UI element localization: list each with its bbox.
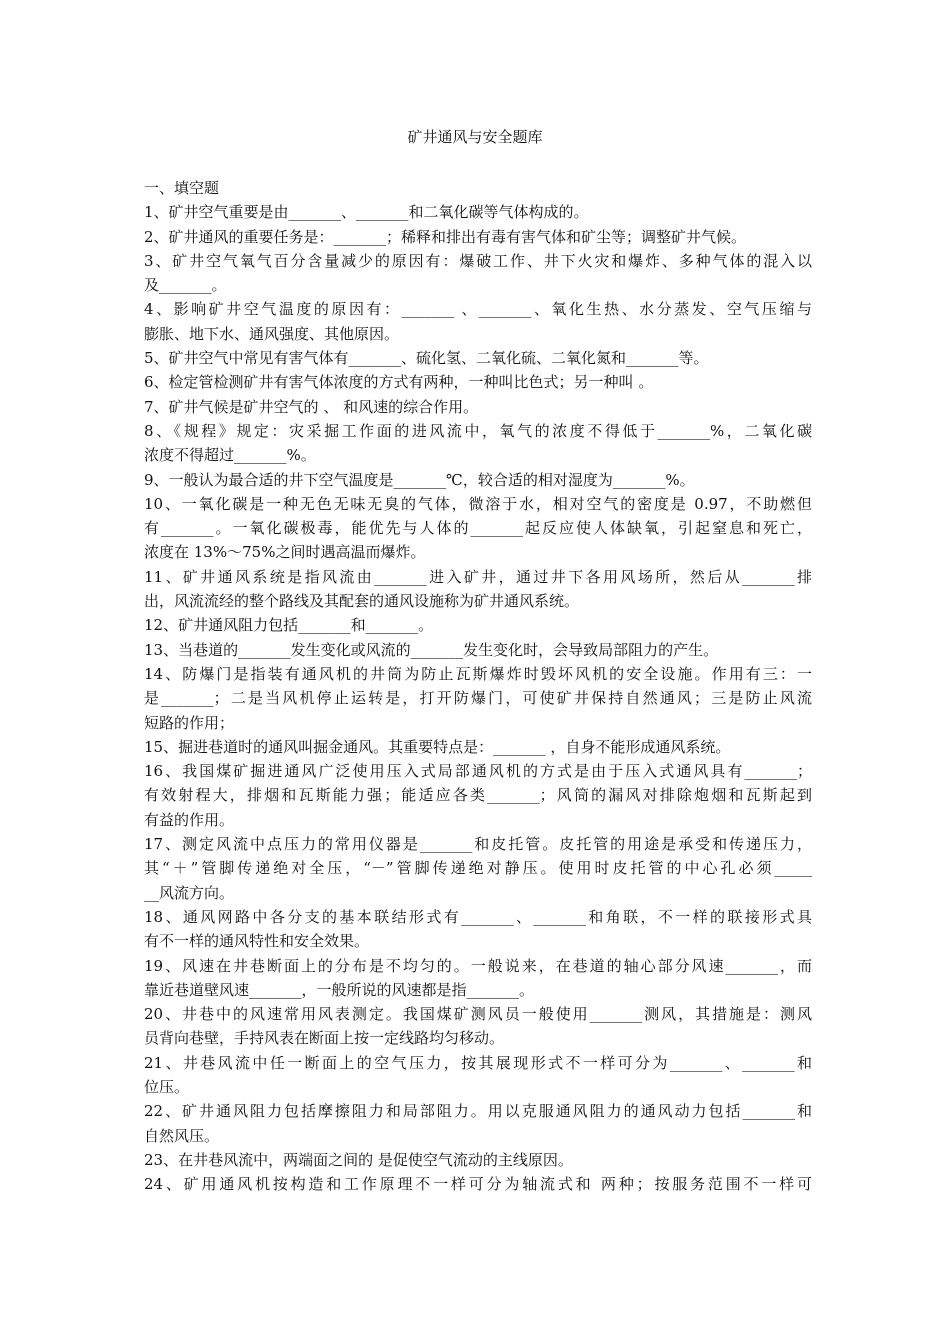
- text-line: 及_______。: [144, 276, 227, 295]
- text-line: 有_______。一氧化碳极毒，能优先与人体的_______起反应使人体缺氧，引起窒息和死亡，: [144, 519, 812, 538]
- question-list: [144, 200, 812, 1196]
- text-line: 位压。: [144, 1077, 190, 1096]
- text-line: 17、测定风流中点压力的常用仪器是_______和皮托管。皮托管的用途是承受和传递压力，: [144, 835, 812, 854]
- text-line: 员背向巷壁，手持风表在断面上按一定线路均匀移动。: [144, 1029, 505, 1048]
- text-line: 18、通风网路中各分支的基本联结形式有_______、_______和角联，不一样的联接形式具: [144, 907, 812, 926]
- text-line: 1、矿井空气重要是由_______、_______和二氧化碳等气体构成的。: [144, 203, 589, 222]
- text-line: 14、防爆门是指装有通风机的井筒为防止瓦斯爆炸时毁坏风机的安全设施。作用有三：一: [144, 664, 812, 683]
- text-line: 21、井巷风流中任一断面上的空气压力，按其展现形式不一样可分为_______、_______和: [144, 1053, 812, 1072]
- text-line: 13、当巷道的_______发生变化或风流的_______发生变化时，会导致局部阻力的产生。: [144, 640, 719, 659]
- text-line: 2、矿井通风的重要任务是：_______；稀释和排出有毒有害气体和矿尘等；调整矿井气候。: [144, 227, 747, 246]
- text-line: 24、矿用通风机按构造和工作原理不一样可分为轴流式和 两种；按服务范围不一样可: [144, 1175, 812, 1194]
- section-heading: 一、填空题: [144, 179, 220, 197]
- text-line: 6、检定管检测矿井有害气体浓度的方式有两种，一种叫比色式；另一种叫 。: [144, 373, 654, 392]
- text-line: 10、一氧化碳是一种无色无味无臭的气体，微溶于水，相对空气的密度是 0.97，不助燃但: [144, 494, 812, 513]
- text-line: 浓度不得超过_______%。: [144, 446, 316, 465]
- text-line: 有不一样的通风特性和安全效果。: [144, 932, 370, 951]
- text-line: 9、一般认为最合适的井下空气温度是_______℃，较合适的相对湿度为_______%。: [144, 470, 695, 489]
- text-line: __风流方向。: [144, 883, 235, 902]
- text-line: 短路的作用；: [144, 713, 235, 732]
- text-line: 靠近巷道壁风速_______，一般所说的风速都是指_______。: [144, 980, 535, 999]
- text-line: 22、矿井通风阻力包括摩擦阻力和局部阻力。用以克服通风阻力的通风动力包括_______和: [144, 1102, 812, 1121]
- text-line: 11、矿井通风系统是指风流由_______进入矿井，通过井下各用风场所，然后从_______排: [144, 567, 812, 586]
- text-line: 是_______；二是当风机停止运转是，打开防爆门，可使矿井保持自然通风；三是防止风流: [144, 689, 812, 708]
- text-line: 16、我国煤矿掘进通风广泛使用压入式局部通风机的方式是由于压入式通风具有_______；: [144, 762, 812, 781]
- text-line: 8、《规程》规定：灾采掘工作面的进风流中，氧气的浓度不得低于_______%，二氧化碳: [144, 421, 812, 440]
- text-line: 15、掘进巷道时的通风叫掘金通风。其重要特点是：_______ ，自身不能形成通风系统。: [144, 737, 731, 756]
- text-line: 5、矿井空气中常见有害气体有_______、硫化氢、二氧化硫、二氧化氮和_______等。: [144, 349, 709, 368]
- text-line: 有效射程大，排烟和瓦斯能力强；能适应各类_______；风筒的漏风对排除炮烟和瓦斯起到: [144, 786, 812, 805]
- document-title: 矿井通风与安全题库: [407, 128, 543, 146]
- text-line: 4、影响矿井空气温度的原因有：_______ 、_______、氧化生热、水分蒸发、空气压缩与: [144, 300, 812, 319]
- text-line: 膨胀、地下水、通风强度、其他原因。: [144, 324, 400, 343]
- text-line: 23、在井巷风流中，两端面之间的 是促使空气流动的主线原因。: [144, 1150, 573, 1169]
- text-line: 自然风压。: [144, 1126, 220, 1145]
- text-line: 其“＋”管脚传递绝对全压，“－”管脚传递绝对静压。使用时皮托管的中心孔必须_____: [144, 859, 812, 878]
- text-line: 有益的作用。: [144, 810, 235, 829]
- text-line: 19、风速在井巷断面上的分布是不均匀的。一般说来，在巷道的轴心部分风速_______，而: [144, 956, 812, 975]
- text-line: 12、矿井通风阻力包括_______和_______。: [144, 616, 434, 635]
- document-body: [144, 176, 812, 1196]
- text-line: 20、井巷中的风速常用风表测定。我国煤矿测风员一般使用_______测风，其措施是：测风: [144, 1005, 812, 1024]
- text-line: 7、矿井气候是矿井空气的 、 和风速的综合作用。: [144, 397, 479, 416]
- text-line: 3、矿井空气氧气百分含量减少的原因有：爆破工作、井下火灾和爆炸、多种气体的混入以: [144, 251, 812, 270]
- text-line: 出，风流流经的整个路线及其配套的通风设施称为矿井通风系统。: [144, 592, 580, 611]
- text-line: 浓度在 13%～75%之间时遇高温而爆炸。: [144, 543, 426, 562]
